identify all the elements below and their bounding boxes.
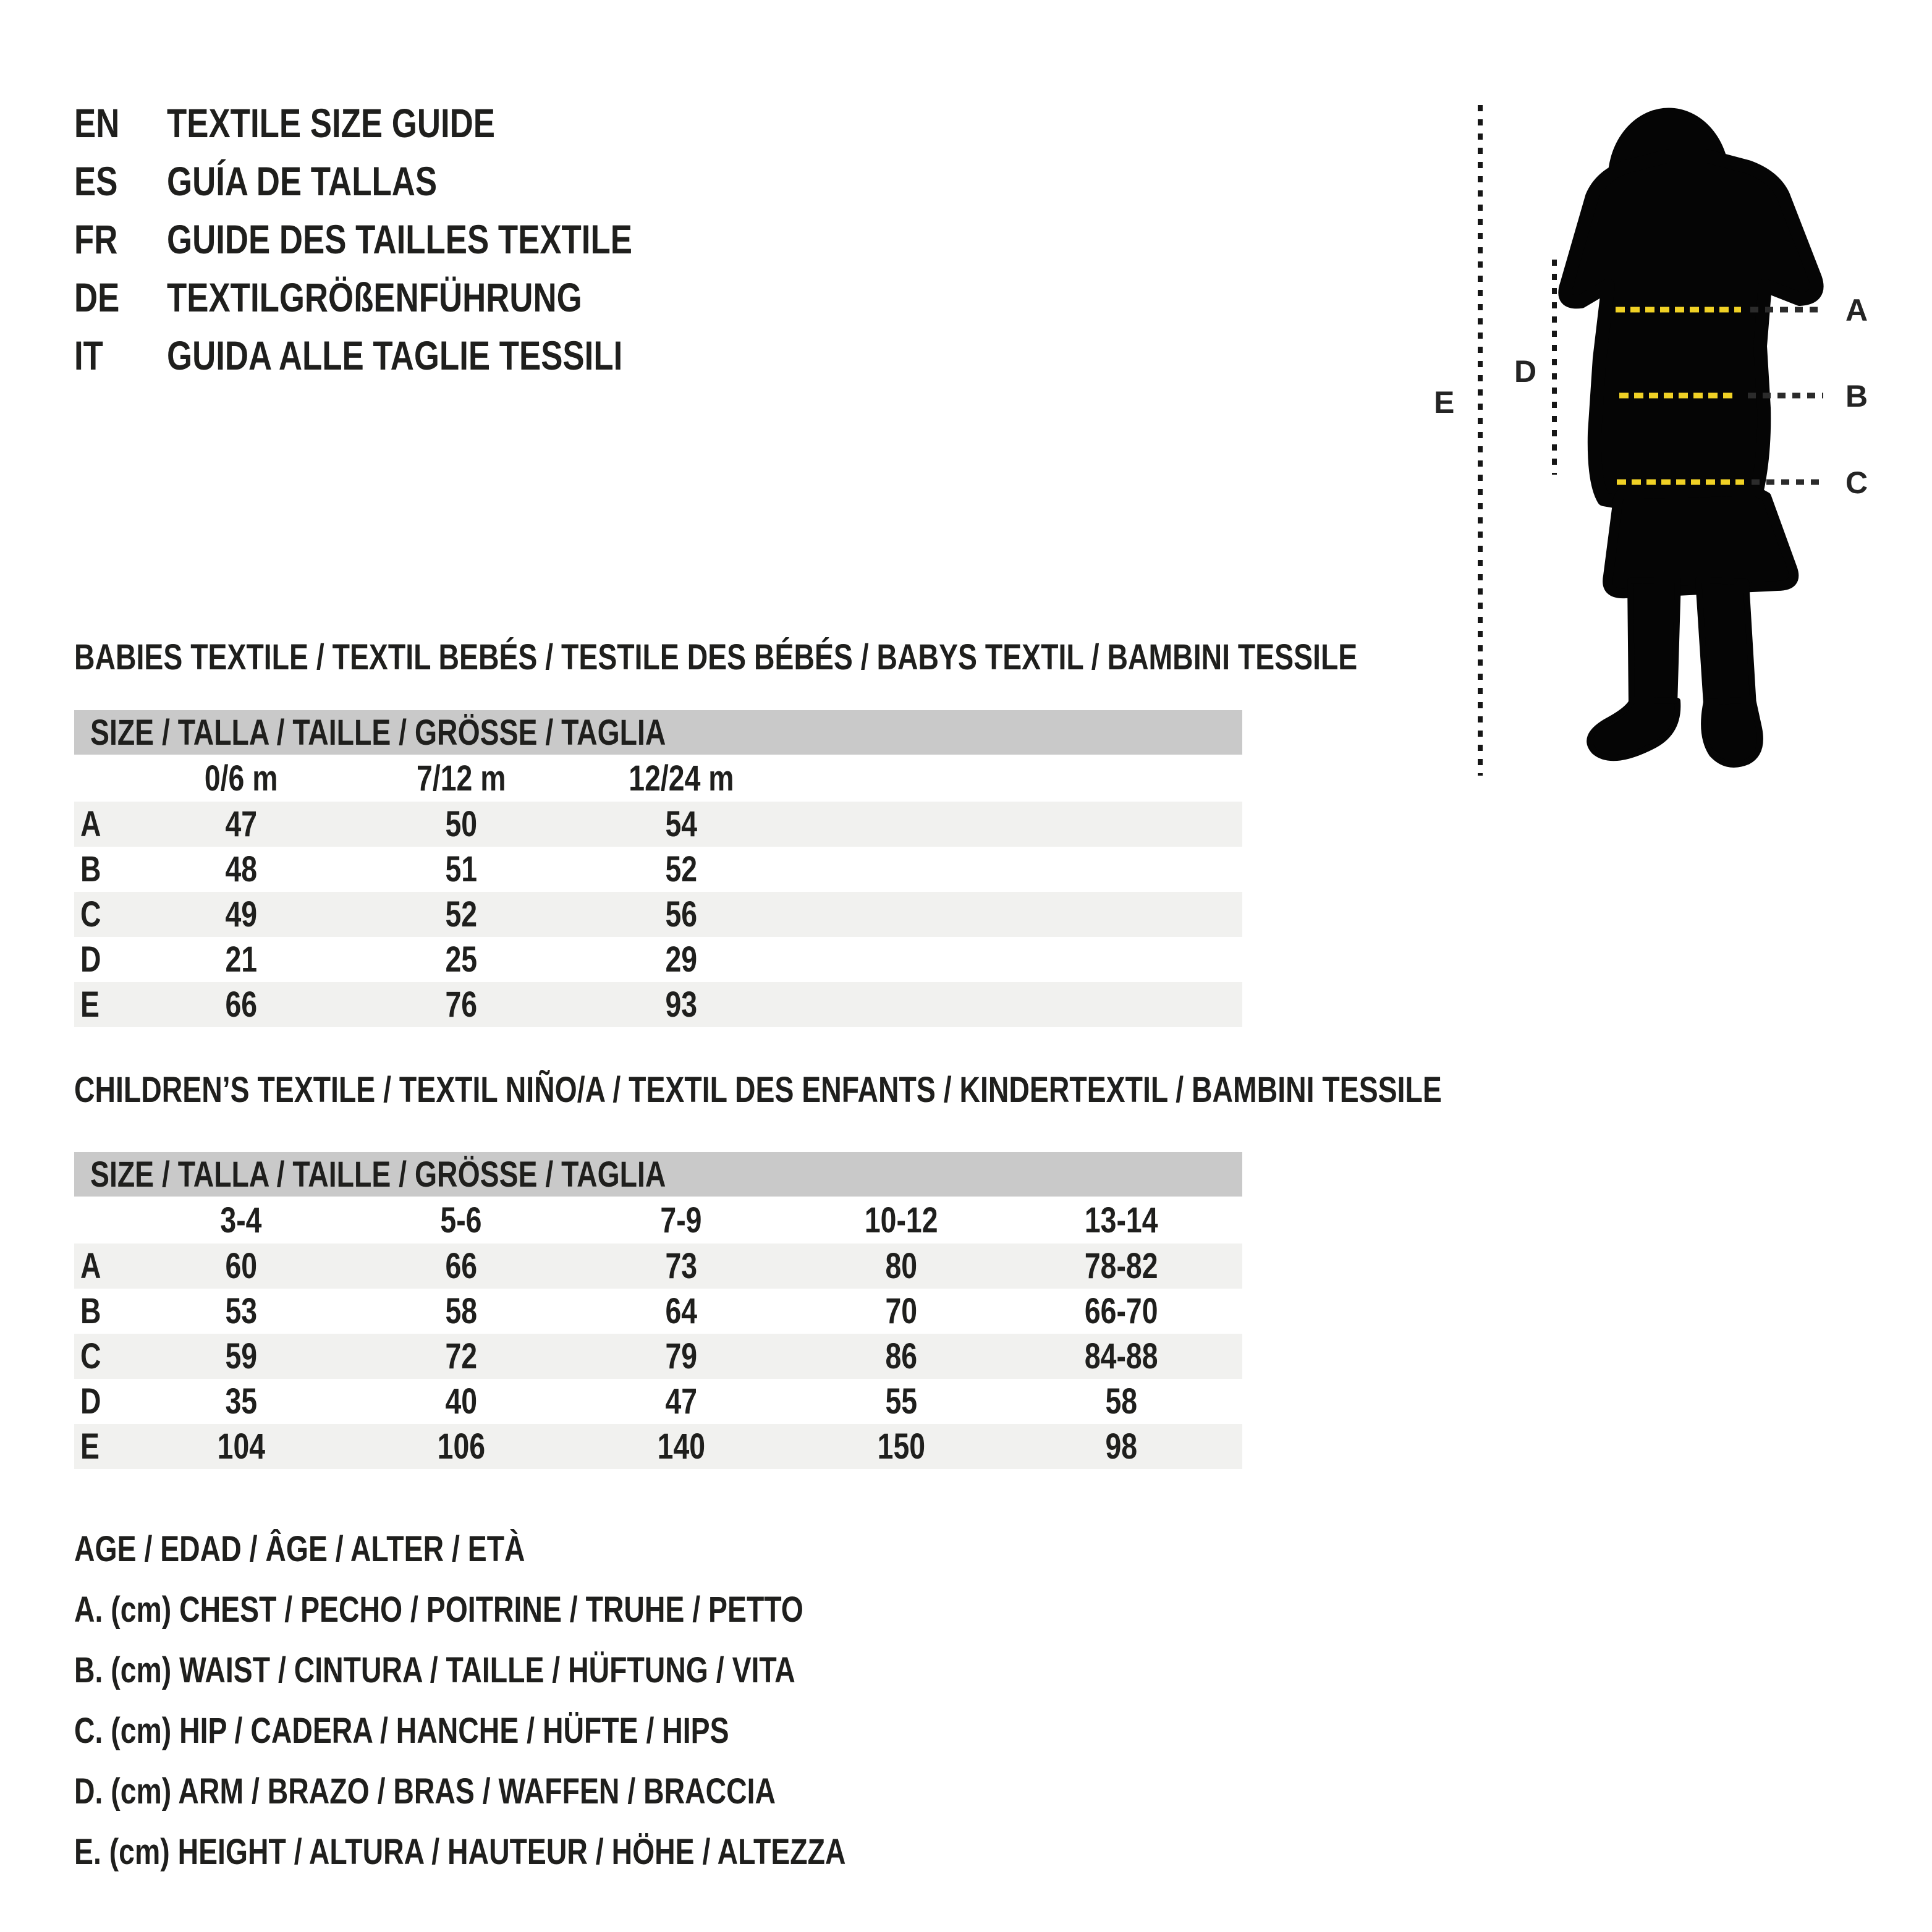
cell-text: 25 xyxy=(445,939,477,980)
cell-text: 78-82 xyxy=(1084,1246,1158,1286)
column-header xyxy=(351,1197,571,1244)
cell-text: 60 xyxy=(225,1246,257,1286)
cell-text: 73 xyxy=(665,1246,697,1286)
cell-text: 72 xyxy=(445,1336,477,1376)
value-cell xyxy=(351,937,571,982)
children-row-e xyxy=(74,1424,1242,1469)
row-label-cell xyxy=(74,847,131,892)
value-cell xyxy=(571,1334,791,1379)
language-row-fr xyxy=(74,210,748,268)
value-cell xyxy=(131,1424,351,1469)
language-row-es xyxy=(74,152,748,210)
value-cell xyxy=(351,1424,571,1469)
value-cell xyxy=(351,982,571,1027)
cell-text: 7/12 m xyxy=(416,758,506,799)
value-cell xyxy=(791,1424,1011,1469)
figure-label-d: D xyxy=(1514,354,1537,389)
cell-text: 54 xyxy=(665,804,697,844)
language-title: TEXTILGRÖßENFÜHRUNG xyxy=(167,274,582,320)
babies-row-c xyxy=(74,892,1242,937)
value-cell xyxy=(131,1244,351,1289)
cell-text: 79 xyxy=(665,1336,697,1376)
language-code: IT xyxy=(74,333,103,378)
language-code: ES xyxy=(74,158,118,204)
value-cell xyxy=(571,982,791,1027)
value-cell xyxy=(131,847,351,892)
figure-label-b: B xyxy=(1845,379,1868,413)
cell-text: 12/24 m xyxy=(628,758,734,799)
column-header xyxy=(351,755,571,802)
legend-text: E. (cm) HEIGHT / ALTURA / HAUTEUR / HÖHE / ALTEZZA xyxy=(74,1832,846,1872)
cell-text: 3-4 xyxy=(220,1200,262,1240)
children-row-d xyxy=(74,1379,1242,1424)
cell-text: 10-12 xyxy=(864,1200,938,1240)
legend-line-d-arm xyxy=(74,1761,1039,1822)
cell-text: 98 xyxy=(1105,1426,1137,1467)
cell-text: 140 xyxy=(657,1426,705,1467)
value-cell xyxy=(571,1379,791,1424)
babies-size-header-bar xyxy=(74,710,1242,755)
silhouette-left-shoe xyxy=(1590,700,1677,758)
legend-text: B. (cm) WAIST / CINTURA / TAILLE / HÜFTUNG / VITA xyxy=(74,1650,795,1690)
value-cell xyxy=(131,1334,351,1379)
value-cell xyxy=(351,1244,571,1289)
value-cell xyxy=(1011,1424,1231,1469)
cell-text: 0/6 m xyxy=(204,758,278,799)
row-label-cell xyxy=(74,1334,131,1379)
cell-text: 21 xyxy=(225,939,257,980)
cell-text: 29 xyxy=(665,939,697,980)
cell-text: 50 xyxy=(445,804,477,844)
child-silhouette xyxy=(1565,108,1816,765)
value-cell xyxy=(131,982,351,1027)
legend-line-e-height xyxy=(74,1822,1039,1883)
value-cell xyxy=(571,1244,791,1289)
cell-text: 106 xyxy=(437,1426,485,1467)
cell-text: 70 xyxy=(885,1291,917,1331)
cell-text: C xyxy=(80,1336,101,1376)
legend-line-b-waist xyxy=(74,1640,1039,1701)
cell-text: 104 xyxy=(217,1426,265,1467)
cell-text: 66-70 xyxy=(1084,1291,1158,1331)
cell-text: D xyxy=(80,939,101,980)
figure-label-a: A xyxy=(1845,293,1868,328)
cell-text: 55 xyxy=(885,1381,917,1421)
cell-text: E xyxy=(80,1426,100,1467)
cell-text: 64 xyxy=(665,1291,697,1331)
cell-text: E xyxy=(80,985,100,1025)
babies-row-b xyxy=(74,847,1242,892)
babies-section-heading: BABIES TEXTILE / TEXTIL BEBÉS / TESTILE DES BÉBÉS / BABYS TEXTIL / BAMBINI TESSILE xyxy=(74,637,1358,677)
language-row-it xyxy=(74,326,748,384)
value-cell xyxy=(571,847,791,892)
cell-text: D xyxy=(80,1381,101,1421)
value-cell xyxy=(571,937,791,982)
cell-text: 56 xyxy=(665,894,697,934)
value-cell xyxy=(131,937,351,982)
language-code: FR xyxy=(74,216,118,262)
cell-text: 76 xyxy=(445,985,477,1025)
babies-row-e xyxy=(74,982,1242,1027)
cell-text: 52 xyxy=(445,894,477,934)
value-cell xyxy=(1011,1244,1231,1289)
cell-text: C xyxy=(80,894,101,934)
cell-text: 35 xyxy=(225,1381,257,1421)
value-cell xyxy=(351,802,571,847)
babies-column-header-row xyxy=(74,755,1242,802)
cell-text: 80 xyxy=(885,1246,917,1286)
cell-text: 58 xyxy=(1105,1381,1137,1421)
figure-label-c: C xyxy=(1845,465,1868,500)
column-header xyxy=(571,755,791,802)
value-cell xyxy=(351,847,571,892)
cell-text: 93 xyxy=(665,985,697,1025)
silhouette-shirt xyxy=(1565,156,1816,502)
children-row-b xyxy=(74,1289,1242,1334)
row-label-cell xyxy=(74,982,131,1027)
value-cell xyxy=(351,892,571,937)
silhouette-left-leg xyxy=(1630,580,1678,713)
cell-text: 47 xyxy=(225,804,257,844)
children-size-table xyxy=(74,1152,1242,1469)
value-cell xyxy=(791,1379,1011,1424)
value-cell xyxy=(131,1289,351,1334)
legend-text: C. (cm) HIP / CADERA / HANCHE / HÜFTE / HIPS xyxy=(74,1711,729,1751)
legend-text: A. (cm) CHEST / PECHO / POITRINE / TRUHE / PETTO xyxy=(74,1590,803,1630)
legend-text: AGE / EDAD / ÂGE / ALTER / ETÀ xyxy=(74,1529,525,1569)
column-header xyxy=(131,755,351,802)
cell-text: 53 xyxy=(225,1291,257,1331)
cell-text: 49 xyxy=(225,894,257,934)
value-cell xyxy=(1011,1379,1231,1424)
cell-text: 13-14 xyxy=(1084,1200,1158,1240)
babies-row-a xyxy=(74,802,1242,847)
language-title: GUÍA DE TALLAS xyxy=(167,158,438,204)
children-section-heading: CHILDREN’S TEXTILE / TEXTIL NIÑO/A / TEXTIL DES ENFANTS / KINDERTEXTIL / BAMBINI TESSILE xyxy=(74,1070,1442,1110)
cell-text: 7-9 xyxy=(660,1200,702,1240)
row-label-cell xyxy=(74,1379,131,1424)
language-row-en xyxy=(74,94,748,152)
value-cell xyxy=(791,1334,1011,1379)
row-label-cell xyxy=(74,802,131,847)
silhouette-right-shoe xyxy=(1704,700,1760,765)
cell-text: B xyxy=(80,1291,101,1331)
value-cell xyxy=(571,1289,791,1334)
legend-text: D. (cm) ARM / BRAZO / BRAS / WAFFEN / BRACCIA xyxy=(74,1771,776,1811)
size-header-text: SIZE / TALLA / TAILLE / GRÖSSE / TAGLIA xyxy=(90,1154,666,1195)
language-title: TEXTILE SIZE GUIDE xyxy=(167,100,495,146)
cell-text: A xyxy=(80,804,101,844)
row-label-cell xyxy=(74,1424,131,1469)
value-cell xyxy=(571,1424,791,1469)
cell-text: B xyxy=(80,849,101,889)
babies-size-table xyxy=(74,710,1242,1027)
column-header xyxy=(1011,1197,1231,1244)
value-cell xyxy=(351,1289,571,1334)
legend-line-age xyxy=(74,1519,1039,1580)
column-header xyxy=(791,1197,1011,1244)
cell-text: 150 xyxy=(877,1426,925,1467)
children-size-header-bar xyxy=(74,1152,1242,1197)
language-title-list xyxy=(74,94,748,384)
value-cell xyxy=(571,892,791,937)
language-code: EN xyxy=(74,100,120,146)
row-label-cell xyxy=(74,937,131,982)
legend-line-a-chest xyxy=(74,1580,1039,1640)
cell-text: 40 xyxy=(445,1381,477,1421)
cell-text: 47 xyxy=(665,1381,697,1421)
language-code: DE xyxy=(74,274,120,320)
row-label-cell xyxy=(74,1244,131,1289)
figure-label-e: E xyxy=(1434,385,1455,420)
language-row-de xyxy=(74,268,748,326)
measurement-legend xyxy=(74,1519,1039,1883)
cell-text: 86 xyxy=(885,1336,917,1376)
corner-cell xyxy=(74,1197,131,1244)
cell-text: 66 xyxy=(445,1246,477,1286)
cell-text: 5-6 xyxy=(440,1200,482,1240)
value-cell xyxy=(351,1334,571,1379)
value-cell xyxy=(131,892,351,937)
cell-text: A xyxy=(80,1246,101,1286)
cell-text: 48 xyxy=(225,849,257,889)
size-header-text: SIZE / TALLA / TAILLE / GRÖSSE / TAGLIA xyxy=(90,712,666,753)
column-header xyxy=(131,1197,351,1244)
child-measurement-figure xyxy=(1421,87,1932,785)
value-cell xyxy=(791,1244,1011,1289)
column-header xyxy=(571,1197,791,1244)
cell-text: 59 xyxy=(225,1336,257,1376)
cell-text: 84-88 xyxy=(1084,1336,1158,1376)
language-title: GUIDA ALLE TAGLIE TESSILI xyxy=(167,333,623,378)
cell-text: 52 xyxy=(665,849,697,889)
row-label-cell xyxy=(74,892,131,937)
babies-row-d xyxy=(74,937,1242,982)
value-cell xyxy=(1011,1289,1231,1334)
legend-line-c-hip xyxy=(74,1701,1039,1761)
language-title: GUIDE DES TAILLES TEXTILE xyxy=(167,216,632,262)
value-cell xyxy=(131,802,351,847)
value-cell xyxy=(351,1379,571,1424)
value-cell xyxy=(571,802,791,847)
cell-text: 66 xyxy=(225,985,257,1025)
children-row-c xyxy=(74,1334,1242,1379)
value-cell xyxy=(131,1379,351,1424)
children-column-header-row xyxy=(74,1197,1242,1244)
children-row-a xyxy=(74,1244,1242,1289)
corner-cell xyxy=(74,755,131,802)
silhouette-right-leg xyxy=(1698,580,1753,713)
cell-text: 51 xyxy=(445,849,477,889)
value-cell xyxy=(1011,1334,1231,1379)
row-label-cell xyxy=(74,1289,131,1334)
value-cell xyxy=(791,1289,1011,1334)
cell-text: 58 xyxy=(445,1291,477,1331)
